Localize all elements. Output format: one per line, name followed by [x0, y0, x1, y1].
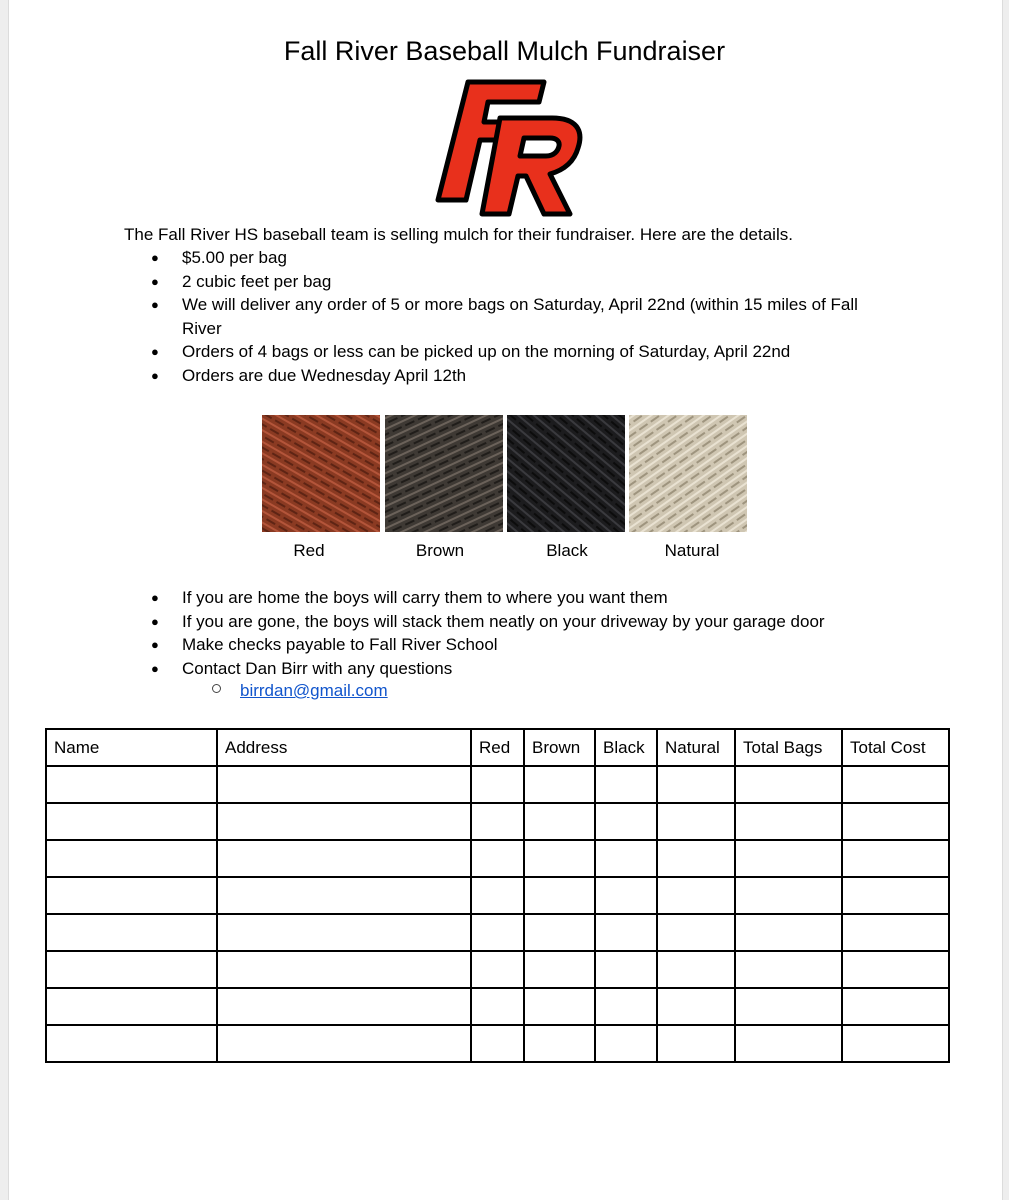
list-item: ● Orders are due Wednesday April 12th — [151, 365, 467, 385]
details-list — [0, 246, 902, 387]
order-cell[interactable] — [46, 1025, 217, 1062]
order-cell[interactable] — [46, 877, 217, 914]
swatch-natural — [629, 415, 747, 532]
swatch-black — [507, 415, 625, 532]
order-cell[interactable] — [657, 1025, 735, 1062]
circle-bullet-icon — [212, 684, 221, 693]
order-cell[interactable] — [595, 914, 657, 951]
order-cell[interactable] — [471, 803, 524, 840]
table-row — [46, 803, 949, 840]
header-red: Red — [471, 729, 524, 766]
list-item: ● Orders of 4 bags or less can be picked up on the morning of Saturday, April 22nd — [151, 342, 791, 361]
order-cell[interactable] — [471, 951, 524, 988]
order-table — [45, 728, 950, 1063]
order-cell[interactable] — [524, 914, 595, 951]
list-item: ● Make checks payable to Fall River School — [151, 635, 498, 654]
order-cell[interactable] — [217, 803, 471, 840]
order-cell[interactable] — [735, 1025, 842, 1062]
order-cell[interactable] — [524, 840, 595, 877]
intro-text: The Fall River HS baseball team is selling mulch for their fundraiser. Here are the details. — [124, 225, 793, 244]
order-cell[interactable] — [217, 1025, 471, 1062]
order-cell[interactable] — [595, 840, 657, 877]
order-cell[interactable] — [471, 766, 524, 803]
swatch-label-black: Black — [546, 541, 588, 560]
table-row — [46, 766, 949, 803]
order-cell[interactable] — [471, 988, 524, 1025]
order-cell[interactable] — [524, 951, 595, 988]
header-natural: Natural — [657, 729, 735, 766]
contact-email-link[interactable]: birrdan@gmail.com — [240, 681, 388, 700]
list-item: ● If you are home the boys will carry them to where you want them — [151, 588, 668, 607]
order-cell[interactable] — [217, 840, 471, 877]
page-title: Fall River Baseball Mulch Fundraiser — [283, 36, 726, 66]
order-cell[interactable] — [46, 803, 217, 840]
header-name: Name — [46, 729, 217, 766]
swatch-label-natural: Natural — [664, 541, 720, 560]
notes-list — [0, 586, 902, 680]
table-row — [46, 877, 949, 914]
table-row — [46, 840, 949, 877]
list-item: ● $5.00 per bag — [151, 248, 287, 267]
order-cell[interactable] — [735, 988, 842, 1025]
contact-email-item — [212, 681, 388, 701]
order-cell[interactable] — [735, 803, 842, 840]
order-cell[interactable] — [595, 988, 657, 1025]
order-cell[interactable] — [735, 766, 842, 803]
order-cell[interactable] — [735, 877, 842, 914]
table-row — [46, 1025, 949, 1062]
order-cell[interactable] — [46, 914, 217, 951]
order-cell[interactable] — [46, 840, 217, 877]
order-cell[interactable] — [524, 1025, 595, 1062]
list-item: ● Contact Dan Birr with any questions — [151, 658, 453, 678]
swatch-label-red: Red — [293, 541, 325, 560]
swatch-label-brown: Brown — [415, 541, 465, 560]
order-cell[interactable] — [46, 951, 217, 988]
order-cell[interactable] — [524, 877, 595, 914]
order-cell[interactable] — [735, 951, 842, 988]
order-cell[interactable] — [217, 766, 471, 803]
table-row — [46, 988, 949, 1025]
order-cell[interactable] — [657, 766, 735, 803]
header-brown: Brown — [524, 729, 595, 766]
fr-logo — [428, 78, 584, 218]
order-cell[interactable] — [842, 1025, 949, 1062]
list-item: ● We will deliver any order of 5 or more bags on Saturday, April 22nd (within 15 miles of Fall River — [151, 295, 858, 338]
order-cell[interactable] — [842, 988, 949, 1025]
order-cell[interactable] — [46, 988, 217, 1025]
order-cell[interactable] — [842, 951, 949, 988]
table-header-row — [46, 729, 949, 766]
logo-letter-r — [482, 118, 580, 214]
order-cell[interactable] — [217, 951, 471, 988]
order-cell[interactable] — [842, 766, 949, 803]
order-cell[interactable] — [657, 803, 735, 840]
order-cell[interactable] — [657, 914, 735, 951]
swatch-red — [262, 415, 380, 532]
table-row — [46, 951, 949, 988]
order-cell[interactable] — [657, 951, 735, 988]
order-cell[interactable] — [217, 988, 471, 1025]
table-row — [46, 914, 949, 951]
order-cell[interactable] — [524, 803, 595, 840]
order-cell[interactable] — [471, 1025, 524, 1062]
order-cell[interactable] — [471, 877, 524, 914]
order-cell[interactable] — [46, 766, 217, 803]
order-cell[interactable] — [657, 877, 735, 914]
order-cell[interactable] — [735, 840, 842, 877]
order-cell[interactable] — [595, 803, 657, 840]
order-cell[interactable] — [471, 840, 524, 877]
list-item: ● If you are gone, the boys will stack them neatly on your driveway by your garage door — [151, 611, 825, 631]
list-item: ● 2 cubic feet per bag — [151, 271, 332, 291]
header-total-bags: Total Bags — [735, 729, 842, 766]
order-cell[interactable] — [524, 988, 595, 1025]
order-cell[interactable] — [657, 988, 735, 1025]
order-cell[interactable] — [595, 1025, 657, 1062]
order-cell[interactable] — [471, 914, 524, 951]
swatch-brown — [385, 415, 503, 532]
order-cell[interactable] — [595, 766, 657, 803]
header-total-cost: Total Cost — [842, 729, 949, 766]
order-cell[interactable] — [842, 840, 949, 877]
order-cell[interactable] — [842, 877, 949, 914]
header-black: Black — [595, 729, 657, 766]
order-cell[interactable] — [842, 803, 949, 840]
order-cell[interactable] — [595, 951, 657, 988]
order-cell[interactable] — [842, 914, 949, 951]
order-cell[interactable] — [595, 877, 657, 914]
order-cell[interactable] — [217, 877, 471, 914]
page-edge-right — [1002, 0, 1009, 1200]
order-cell[interactable] — [524, 766, 595, 803]
order-cell[interactable] — [735, 914, 842, 951]
order-cell[interactable] — [217, 914, 471, 951]
header-address: Address — [217, 729, 471, 766]
order-cell[interactable] — [657, 840, 735, 877]
